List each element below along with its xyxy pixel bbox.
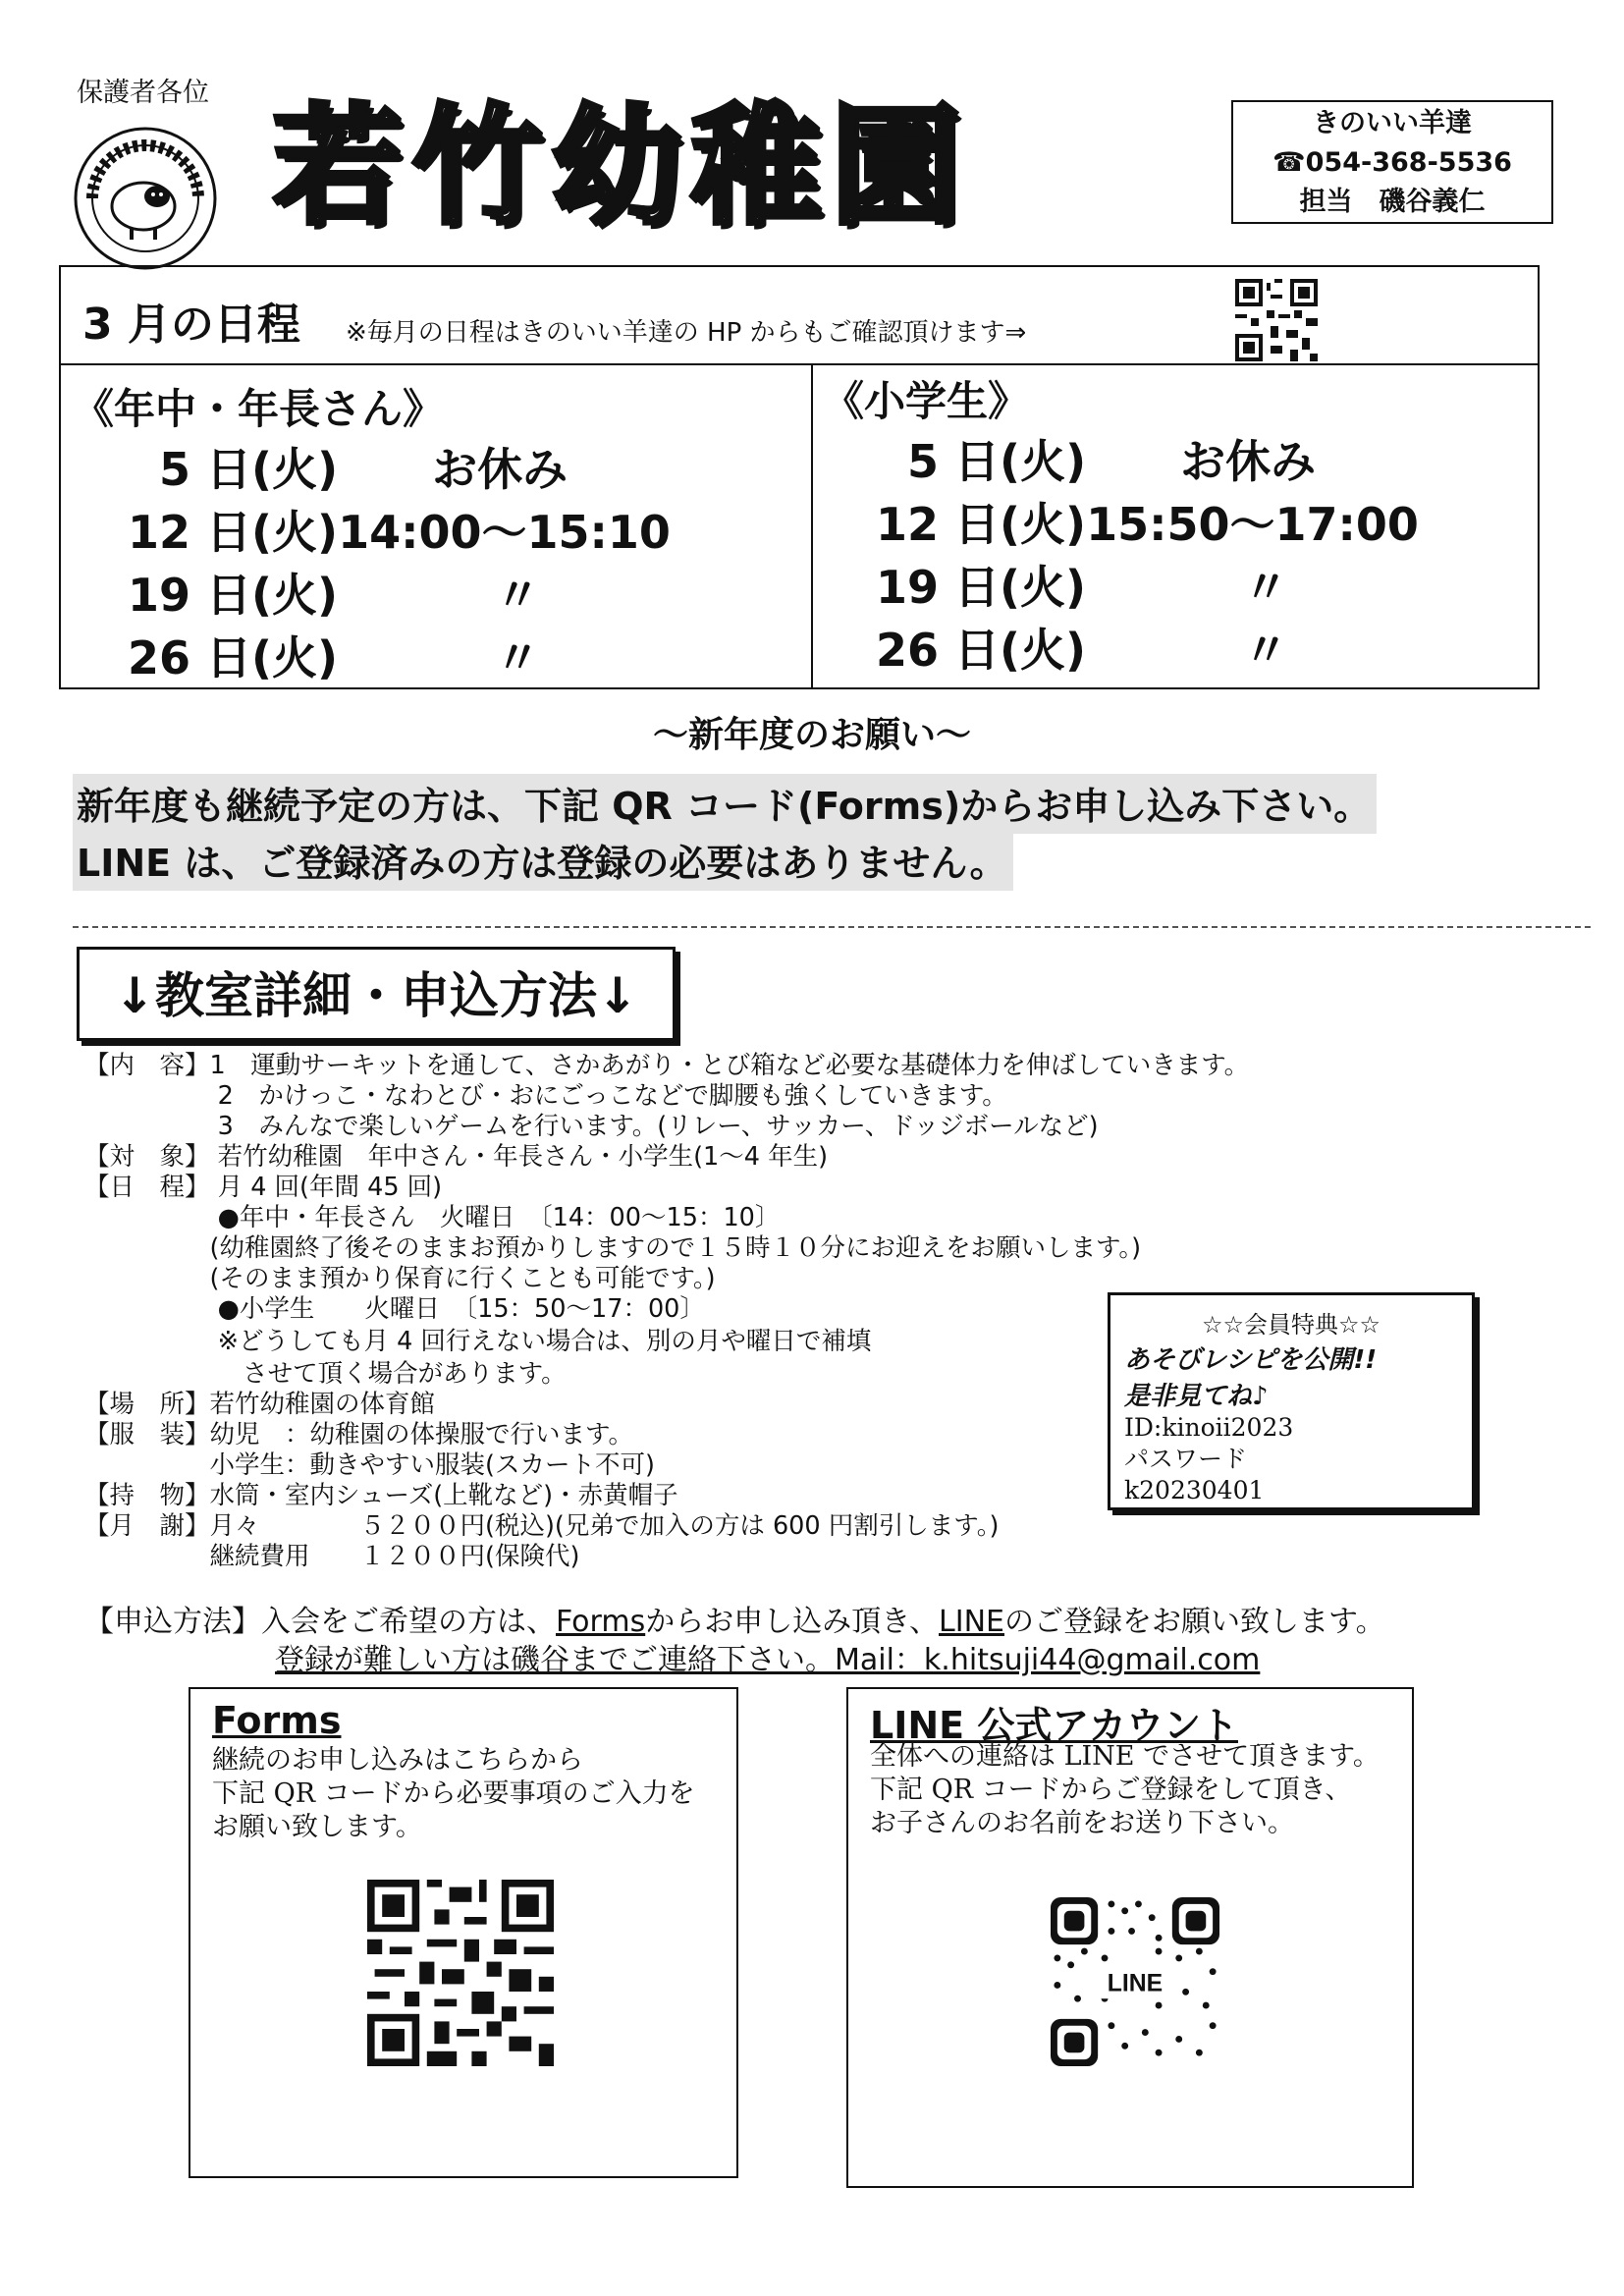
contact-name: きのいい羊達 (1313, 108, 1472, 138)
request-line: 新年度も継続予定の方は、下記 QR コード(Forms)からお申し込み下さい。 (73, 774, 1377, 834)
forms-link[interactable]: Forms (556, 1605, 646, 1639)
schedule-note: ※毎月の日程はきのいい羊達の HP からもご確認頂けます⇒ (346, 318, 1027, 348)
detail-line: 【日 程】 月 4 回(年間 45 回) (84, 1173, 443, 1202)
detail-line: 2 かけっこ・なわとび・おにごっこなどで脚腰も強くしていきます。 (84, 1081, 1007, 1111)
member-title: ☆☆会員特典☆☆ (1201, 1311, 1381, 1339)
detail-line: 継続費用 １２００円(保険代) (84, 1542, 580, 1571)
member-id: ID:kinoii2023 (1124, 1413, 1294, 1442)
line-link[interactable]: LINE (939, 1605, 1004, 1639)
line-box-title: LINE 公式アカウント (870, 1704, 1238, 1747)
forms-qr-code[interactable] (367, 1880, 554, 2066)
elementary-row: 5 日(火) お休み (876, 435, 1317, 488)
schedule-header (61, 267, 1538, 365)
kinder-row: 19 日(火) 〃 (128, 569, 541, 622)
detail-line: ●小学生 火曜日 〔15：50～17：00〕 (84, 1294, 705, 1324)
schedule-divider (811, 365, 813, 689)
forms-box-text: お願い致します。 (212, 1812, 422, 1842)
detail-line: ※どうしても月 4 回行えない場合は、別の月や曜日で補填 (84, 1327, 872, 1356)
forms-box (189, 1687, 738, 2178)
kinder-row: 5 日(火) お休み (128, 443, 568, 496)
schedule-box (59, 265, 1540, 689)
request-title: ～新年度のお願い～ (652, 715, 971, 755)
member-pw-label: パスワード (1124, 1445, 1248, 1473)
apply-line (84, 1597, 1385, 1640)
page-title: 若竹幼稚園 (273, 91, 970, 243)
sheep-logo (73, 126, 218, 271)
detail-line: 【内 容】1 運動サーキットを通して、さかあがり・とび箱など必要な基礎体力を伸ばしていきます。 (84, 1051, 1250, 1080)
line-box-text: 全体への連絡は LINE でさせて頂きます。 (870, 1741, 1380, 1772)
addressee: 保護者各位 (77, 78, 209, 108)
detail-line: 【場 所】若竹幼稚園の体育館 (84, 1390, 436, 1419)
detail-line: 【服 装】幼児 ：幼稚園の体操服で行います。 (84, 1420, 633, 1449)
detail-line: (そのまま預かり保育に行くことも可能です。) (84, 1264, 716, 1293)
detail-line: させて頂く場合があります。 (84, 1359, 567, 1389)
member-pw: k20230401 (1124, 1476, 1265, 1504)
line-qr-label: LINE (1107, 1970, 1164, 1997)
apply-text: のご登録をお願い致します。 (1003, 1605, 1385, 1639)
schedule-title: 3 月の日程 (82, 300, 300, 350)
apply-text: からお申し込み頂き、 (645, 1605, 940, 1639)
line-qr-code[interactable] (1051, 1897, 1219, 2066)
elementary-row: 19 日(火) 〃 (876, 561, 1289, 614)
line-box (846, 1687, 1414, 2188)
detail-line: 【月 謝】月々 ５２００円(税込)(兄弟で加入の方は 600 円割引します。) (84, 1511, 1000, 1541)
apply-label: 【申込方法】 (84, 1605, 261, 1639)
kinder-heading: 《年中・年長さん》 (73, 385, 445, 433)
detail-line: ●年中・年長さん 火曜日 〔14：00～15：10〕 (84, 1203, 781, 1232)
forms-box-text: 下記 QR コードから必要事項のご入力を (212, 1778, 695, 1809)
member-benefit-box (1108, 1292, 1475, 1510)
elementary-row: 12 日(火)15:50～17:00 (876, 498, 1419, 551)
detail-line: 小学生：動きやすい服装(スカート不可) (84, 1450, 655, 1480)
member-line1: あそびレシピを公開!! (1124, 1345, 1378, 1375)
detail-line: (幼稚園終了後そのままお預かりしますので１５時１０分にお迎えをお願いします。) (84, 1233, 1142, 1263)
contact-person: 担当 磯谷義仁 (1299, 187, 1486, 217)
detail-line: 【持 物】水筒・室内シューズ(上靴など)・赤黄帽子 (84, 1481, 678, 1510)
dashed-divider (73, 926, 1591, 928)
details-heading: ↓教室詳細・申込方法↓ (77, 947, 676, 1041)
forms-box-title: Forms (212, 1699, 342, 1742)
detail-line: 【対 象】 若竹幼稚園 年中さん・年長さん・小学生(1～4 年生) (84, 1142, 829, 1172)
contact-phone: ☎054-368-5536 (1272, 147, 1512, 178)
request-line: LINE は、ご登録済みの方は登録の必要はありません。 (73, 831, 1013, 891)
apply-mail-line[interactable]: 登録が難しい方は磯谷までご連絡下さい。Mail：k.hitsuji44@gmail.com (275, 1643, 1261, 1677)
hp-qr-code[interactable] (1235, 279, 1318, 361)
line-box-text: 下記 QR コードからご登録をして頂き、 (870, 1775, 1352, 1805)
apply-text: 入会をご希望の方は、 (261, 1605, 556, 1639)
kinder-row: 26 日(火) 〃 (128, 631, 541, 684)
detail-line: 3 みんなで楽しいゲームを行います。(リレー、サッカー、ドッジボールなど) (84, 1112, 1099, 1141)
elementary-heading: 《小学生》 (823, 377, 1030, 425)
member-line2: 是非見てね♪ (1124, 1382, 1269, 1411)
elementary-row: 26 日(火) 〃 (876, 624, 1289, 677)
kinder-row: 12 日(火)14:00～15:10 (128, 506, 671, 559)
line-box-text: お子さんのお名前をお送り下さい。 (870, 1808, 1294, 1838)
contact-box (1231, 100, 1553, 224)
forms-box-text: 継続のお申し込みはこちらから (212, 1745, 583, 1776)
